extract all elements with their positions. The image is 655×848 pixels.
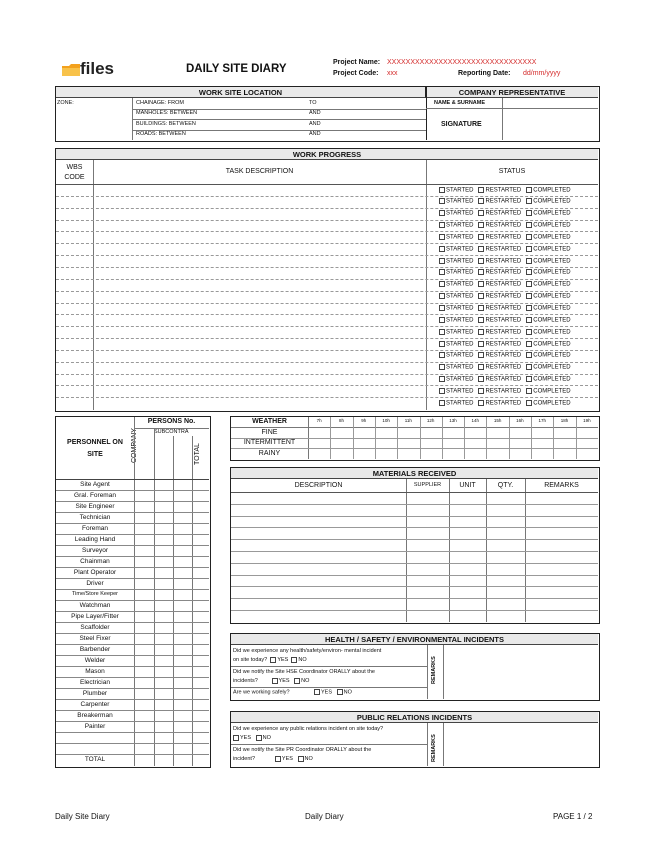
status-options	[439, 317, 571, 324]
logo	[60, 58, 130, 80]
status-option-label: RESTARTED	[485, 364, 522, 371]
pr-q2-no-checkbox[interactable]	[298, 756, 304, 762]
status-option-label: COMPLETED	[533, 222, 571, 229]
status-option-label: RESTARTED	[485, 222, 522, 229]
status-checkbox[interactable]	[478, 376, 484, 382]
company-rep-header: COMPANY REPRESENTATIVE	[426, 87, 598, 98]
status-option-label: RESTARTED	[485, 329, 522, 336]
materials-column-header: SUPPLIER	[413, 482, 442, 488]
status-checkbox[interactable]	[478, 352, 484, 358]
status-options	[439, 222, 571, 229]
footer-left: Daily Site Diary	[55, 812, 110, 821]
personnel-role: Watchman	[79, 601, 111, 609]
status-checkbox[interactable]	[439, 364, 445, 370]
footer-page-number: PAGE 1 / 2	[553, 812, 593, 821]
status-option-label: STARTED	[446, 305, 474, 312]
personnel-role: Steel Fixer	[79, 634, 111, 642]
status-option-label: STARTED	[446, 376, 474, 383]
personnel-role: Site Engineer	[75, 502, 115, 510]
weather-hour: 16h	[516, 418, 524, 423]
status-option-label: RESTARTED	[485, 376, 522, 383]
name-surname-label: NAME & SURNAME	[434, 100, 486, 106]
status-checkbox[interactable]	[478, 317, 484, 323]
task-description-header: TASK DESCRIPTION	[225, 168, 294, 175]
project-name-label: Project Name:	[333, 59, 381, 66]
status-checkbox[interactable]	[439, 198, 445, 204]
status-header: STATUS	[498, 168, 526, 175]
status-option-label: STARTED	[446, 198, 474, 205]
personnel-role: Breakerman	[77, 711, 113, 719]
status-options	[439, 234, 571, 241]
personnel-role: Painter	[84, 722, 106, 730]
status-checkbox[interactable]	[526, 281, 532, 287]
reporting-date-label: Reporting Date:	[458, 70, 511, 77]
status-option-label: STARTED	[446, 317, 474, 324]
status-checkbox[interactable]	[439, 376, 445, 382]
hse-q2-no-checkbox[interactable]	[294, 678, 300, 684]
personnel-role: Electrician	[80, 678, 110, 686]
status-options	[439, 305, 571, 312]
status-option-label: RESTARTED	[485, 270, 522, 277]
status-checkbox[interactable]	[526, 400, 532, 406]
work-site-row-label: ROADS: BETWEEN	[136, 131, 186, 137]
hse-q3-yes-checkbox[interactable]	[314, 689, 320, 695]
status-checkbox[interactable]	[478, 364, 484, 370]
status-checkbox[interactable]	[526, 222, 532, 228]
personnel-title: PERSONNEL ON SITE	[67, 439, 123, 458]
status-option-label: COMPLETED	[533, 293, 571, 300]
personnel-role: Carpenter	[80, 700, 110, 708]
pr-q2-yes-checkbox[interactable]	[275, 756, 281, 762]
status-checkbox[interactable]	[526, 198, 532, 204]
personnel-role: Time/Store Keeper	[72, 590, 118, 597]
status-option-label: RESTARTED	[485, 198, 522, 205]
status-option-label: STARTED	[446, 364, 474, 371]
personnel-role: TOTAL	[84, 755, 106, 763]
weather-hour: 17h	[538, 418, 546, 423]
status-option-label: RESTARTED	[485, 400, 522, 407]
materials-box	[230, 467, 600, 624]
status-option-label: COMPLETED	[533, 305, 571, 312]
status-checkbox[interactable]	[439, 305, 445, 311]
status-checkbox[interactable]	[526, 305, 532, 311]
weather-hour: 10h	[382, 418, 390, 423]
status-checkbox[interactable]	[439, 246, 445, 252]
status-option-label: STARTED	[446, 400, 474, 407]
weather-condition: FINE	[261, 428, 278, 436]
status-option-label: RESTARTED	[485, 258, 522, 265]
status-option-label: RESTARTED	[485, 187, 522, 194]
wbs-label: WBS CODE	[64, 164, 85, 181]
hse-box	[230, 633, 600, 701]
materials-column-header: QTY.	[497, 482, 514, 489]
total-header: TOTAL	[194, 443, 201, 465]
weather-condition: INTERMITTENT	[243, 439, 296, 447]
status-option-label: COMPLETED	[533, 281, 571, 288]
weather-condition: RAINY	[258, 449, 281, 457]
project-code-label: Project Code:	[333, 70, 379, 77]
status-checkbox[interactable]	[526, 388, 532, 394]
weather-hour: 18h	[560, 418, 569, 423]
status-checkbox[interactable]	[439, 293, 445, 299]
work-progress-box	[55, 148, 600, 412]
status-option-label: COMPLETED	[533, 341, 571, 348]
status-options	[439, 329, 571, 336]
status-option-label: RESTARTED	[485, 352, 522, 359]
status-option-label: RESTARTED	[485, 305, 522, 312]
status-option-label: STARTED	[446, 210, 474, 217]
hse-q1-no-checkbox[interactable]	[291, 657, 297, 663]
weather-title: WEATHER	[252, 418, 287, 425]
pr-header: PUBLIC RELATIONS INCIDENTS	[231, 712, 598, 723]
status-checkbox[interactable]	[526, 210, 532, 216]
pr-box	[230, 711, 600, 768]
logo-icon	[60, 60, 82, 80]
status-option-label: COMPLETED	[533, 246, 571, 253]
status-checkbox[interactable]	[478, 305, 484, 311]
personnel-role: Plant Operator	[73, 568, 117, 576]
status-checkbox[interactable]	[439, 222, 445, 228]
status-options	[439, 293, 571, 300]
status-checkbox[interactable]	[526, 352, 532, 358]
status-options	[439, 400, 571, 407]
status-options	[439, 187, 571, 194]
status-option-label: RESTARTED	[485, 317, 522, 324]
status-option-label: COMPLETED	[533, 388, 571, 395]
status-option-label: COMPLETED	[533, 376, 571, 383]
weather-hour: 13h	[449, 418, 457, 423]
status-option-label: COMPLETED	[533, 258, 571, 265]
pr-q1-yes-checkbox[interactable]	[233, 735, 239, 741]
personnel-role: Plumber	[82, 689, 108, 697]
status-option-label: STARTED	[446, 281, 474, 288]
status-checkbox[interactable]	[439, 317, 445, 323]
status-checkbox[interactable]	[439, 258, 445, 264]
personnel-role: Technician	[79, 513, 111, 521]
hse-remarks-label: REMARKS	[431, 656, 437, 684]
status-option-label: RESTARTED	[485, 341, 522, 348]
subcontractor-header: SUBCONTRA	[154, 429, 189, 435]
status-checkbox[interactable]	[478, 234, 484, 240]
personnel-role: Foreman	[81, 524, 108, 532]
weather-hour: 9h	[361, 418, 367, 423]
status-checkbox[interactable]	[478, 222, 484, 228]
status-checkbox[interactable]	[478, 341, 484, 347]
status-checkbox[interactable]	[478, 293, 484, 299]
status-checkbox[interactable]	[439, 234, 445, 240]
status-checkbox[interactable]	[439, 388, 445, 394]
status-options	[439, 388, 571, 395]
status-options	[439, 198, 571, 205]
status-options	[439, 376, 571, 383]
personnel-role: Site Agent	[80, 480, 110, 488]
status-checkbox[interactable]	[439, 187, 445, 193]
status-checkbox[interactable]	[478, 246, 484, 252]
materials-column-header: DESCRIPTION	[294, 482, 343, 489]
status-option-label: COMPLETED	[533, 364, 571, 371]
weather-hour: 11h	[404, 418, 412, 423]
weather-hour: 15h	[493, 418, 502, 423]
status-checkbox[interactable]	[526, 364, 532, 370]
status-checkbox[interactable]	[439, 269, 445, 275]
status-option-label: STARTED	[446, 258, 474, 265]
status-checkbox[interactable]	[439, 329, 445, 335]
status-checkbox[interactable]	[478, 269, 484, 275]
status-option-label: COMPLETED	[533, 317, 571, 324]
status-checkbox[interactable]	[478, 258, 484, 264]
weather-hour: 12h	[426, 418, 435, 423]
status-option-label: STARTED	[446, 352, 474, 359]
personnel-role: Surveyor	[81, 546, 108, 554]
weather-hour: 7h	[316, 418, 322, 423]
signature-label: SIGNATURE	[441, 121, 482, 128]
status-checkbox[interactable]	[478, 187, 484, 193]
status-checkbox[interactable]	[526, 234, 532, 240]
status-options	[439, 352, 571, 359]
work-site-header: WORK SITE LOCATION	[56, 87, 426, 98]
pr-q1-no-checkbox[interactable]	[256, 735, 262, 741]
status-option-label: COMPLETED	[533, 352, 571, 359]
status-options	[439, 246, 571, 253]
status-checkbox[interactable]	[439, 210, 445, 216]
materials-column-header: REMARKS	[544, 482, 579, 489]
work-site-row-label: MANHOLES: BETWEEN	[136, 110, 198, 116]
status-checkbox[interactable]	[526, 246, 532, 252]
reporting-date-value: dd/mm/yyyy	[523, 70, 561, 77]
weather-box	[230, 416, 600, 461]
project-code-value: xxx	[387, 70, 398, 77]
status-option-label: COMPLETED	[533, 270, 571, 277]
hse-q3-no-checkbox[interactable]	[337, 689, 343, 695]
status-options	[439, 258, 571, 265]
status-checkbox[interactable]	[478, 210, 484, 216]
work-progress-header: WORK PROGRESS	[56, 149, 598, 160]
status-checkbox[interactable]	[439, 352, 445, 358]
status-checkbox[interactable]	[526, 258, 532, 264]
company-header: COMPANY	[131, 428, 138, 463]
work-site-row-connector: AND	[309, 110, 321, 116]
hse-q1: Did we experience any health/safety/environ- mental incident on site today? YES NO	[233, 648, 382, 663]
work-site-row-connector: AND	[309, 120, 321, 127]
zone-label: ZONE:	[57, 100, 74, 106]
page-title: DAILY SITE DIARY	[186, 63, 287, 75]
pr-q1: Did we experience any public relations incident on site today? YES NO	[233, 726, 384, 741]
work-site-row-connector: TO	[309, 99, 317, 106]
status-option-label: STARTED	[446, 293, 474, 300]
status-option-label: STARTED	[446, 187, 474, 194]
weather-hour: 8h	[338, 418, 344, 423]
personnel-role: Gral. Foreman	[74, 491, 116, 499]
hse-header: HEALTH / SAFETY / ENVIRONMENTAL INCIDENTS	[231, 634, 598, 645]
status-option-label: COMPLETED	[533, 187, 571, 194]
materials-column-header: UNIT	[459, 482, 476, 489]
materials-header: MATERIALS RECEIVED	[231, 468, 598, 479]
work-site-row-label: CHAINAGE: FROM	[136, 99, 184, 106]
weather-hour: 19h	[583, 418, 591, 423]
personnel-role: Pipe Layer/Fitter	[71, 612, 119, 620]
project-name-value: XXXXXXXXXXXXXXXXXXXXXXXXXXXXXXXX	[387, 59, 537, 66]
hse-q2: Did we notify the Site HSE Coordinator ORALLY about the incidents? YES NO	[233, 669, 375, 684]
status-options	[439, 364, 571, 371]
status-option-label: STARTED	[446, 246, 474, 253]
status-option-label: RESTARTED	[485, 281, 522, 288]
status-checkbox[interactable]	[439, 281, 445, 287]
personnel-role: Leading Hand	[74, 535, 116, 543]
status-option-label: STARTED	[446, 388, 474, 395]
pr-remarks-label: REMARKS	[431, 734, 437, 762]
status-option-label: RESTARTED	[485, 293, 522, 300]
hse-q1-yes-checkbox[interactable]	[270, 657, 276, 663]
status-checkbox[interactable]	[526, 329, 532, 335]
status-option-label: COMPLETED	[533, 198, 571, 205]
status-options	[439, 269, 571, 276]
status-checkbox[interactable]	[526, 317, 532, 323]
status-option-label: RESTARTED	[485, 234, 522, 241]
pr-q2: Did we notify the Site PR Coordinator ORALLY about the incident? YES NO	[233, 747, 372, 762]
personnel-role: Driver	[86, 579, 104, 587]
personnel-role: Barbender	[79, 645, 111, 653]
personnel-role: Mason	[85, 667, 105, 675]
status-checkbox[interactable]	[478, 198, 484, 204]
status-options	[439, 341, 571, 348]
status-option-label: RESTARTED	[485, 388, 522, 395]
logo-text: files	[80, 59, 115, 78]
status-option-label: RESTARTED	[485, 246, 522, 253]
status-checkbox[interactable]	[526, 269, 532, 275]
status-checkbox[interactable]	[526, 341, 532, 347]
status-options	[439, 210, 571, 217]
status-option-label: COMPLETED	[533, 400, 571, 407]
status-checkbox[interactable]	[478, 388, 484, 394]
status-option-label: RESTARTED	[485, 210, 522, 217]
personnel-role: Scaffolder	[80, 623, 110, 631]
status-option-label: STARTED	[446, 341, 474, 348]
status-checkbox[interactable]	[478, 329, 484, 335]
hse-q2-yes-checkbox[interactable]	[272, 678, 278, 684]
status-option-label: STARTED	[446, 234, 474, 241]
personnel-role: Chainman	[80, 557, 110, 565]
personnel-box	[55, 416, 211, 768]
footer-center: Daily Diary	[305, 812, 344, 821]
status-option-label: STARTED	[446, 329, 474, 336]
status-option-label: COMPLETED	[533, 329, 571, 336]
hse-q3: Are we working safely? YES NO	[233, 689, 352, 696]
work-site-row-label: BUILDINGS: BETWEEN	[136, 120, 196, 127]
status-option-label: COMPLETED	[533, 234, 571, 241]
status-checkbox[interactable]	[526, 187, 532, 193]
status-checkbox[interactable]	[439, 341, 445, 347]
personnel-role: Welder	[84, 656, 106, 664]
status-option-label: COMPLETED	[533, 210, 571, 217]
persons-no-header: PERSONS No.	[147, 418, 196, 425]
work-site-box	[55, 86, 600, 142]
work-site-row-connector: AND	[309, 131, 321, 137]
status-checkbox[interactable]	[526, 293, 532, 299]
status-option-label: STARTED	[446, 222, 474, 229]
status-checkbox[interactable]	[478, 281, 484, 287]
status-checkbox[interactable]	[526, 376, 532, 382]
status-option-label: STARTED	[446, 270, 474, 277]
weather-hour: 14h	[471, 418, 480, 423]
status-options	[439, 281, 571, 288]
status-checkbox[interactable]	[478, 400, 484, 406]
status-checkbox[interactable]	[439, 400, 445, 406]
